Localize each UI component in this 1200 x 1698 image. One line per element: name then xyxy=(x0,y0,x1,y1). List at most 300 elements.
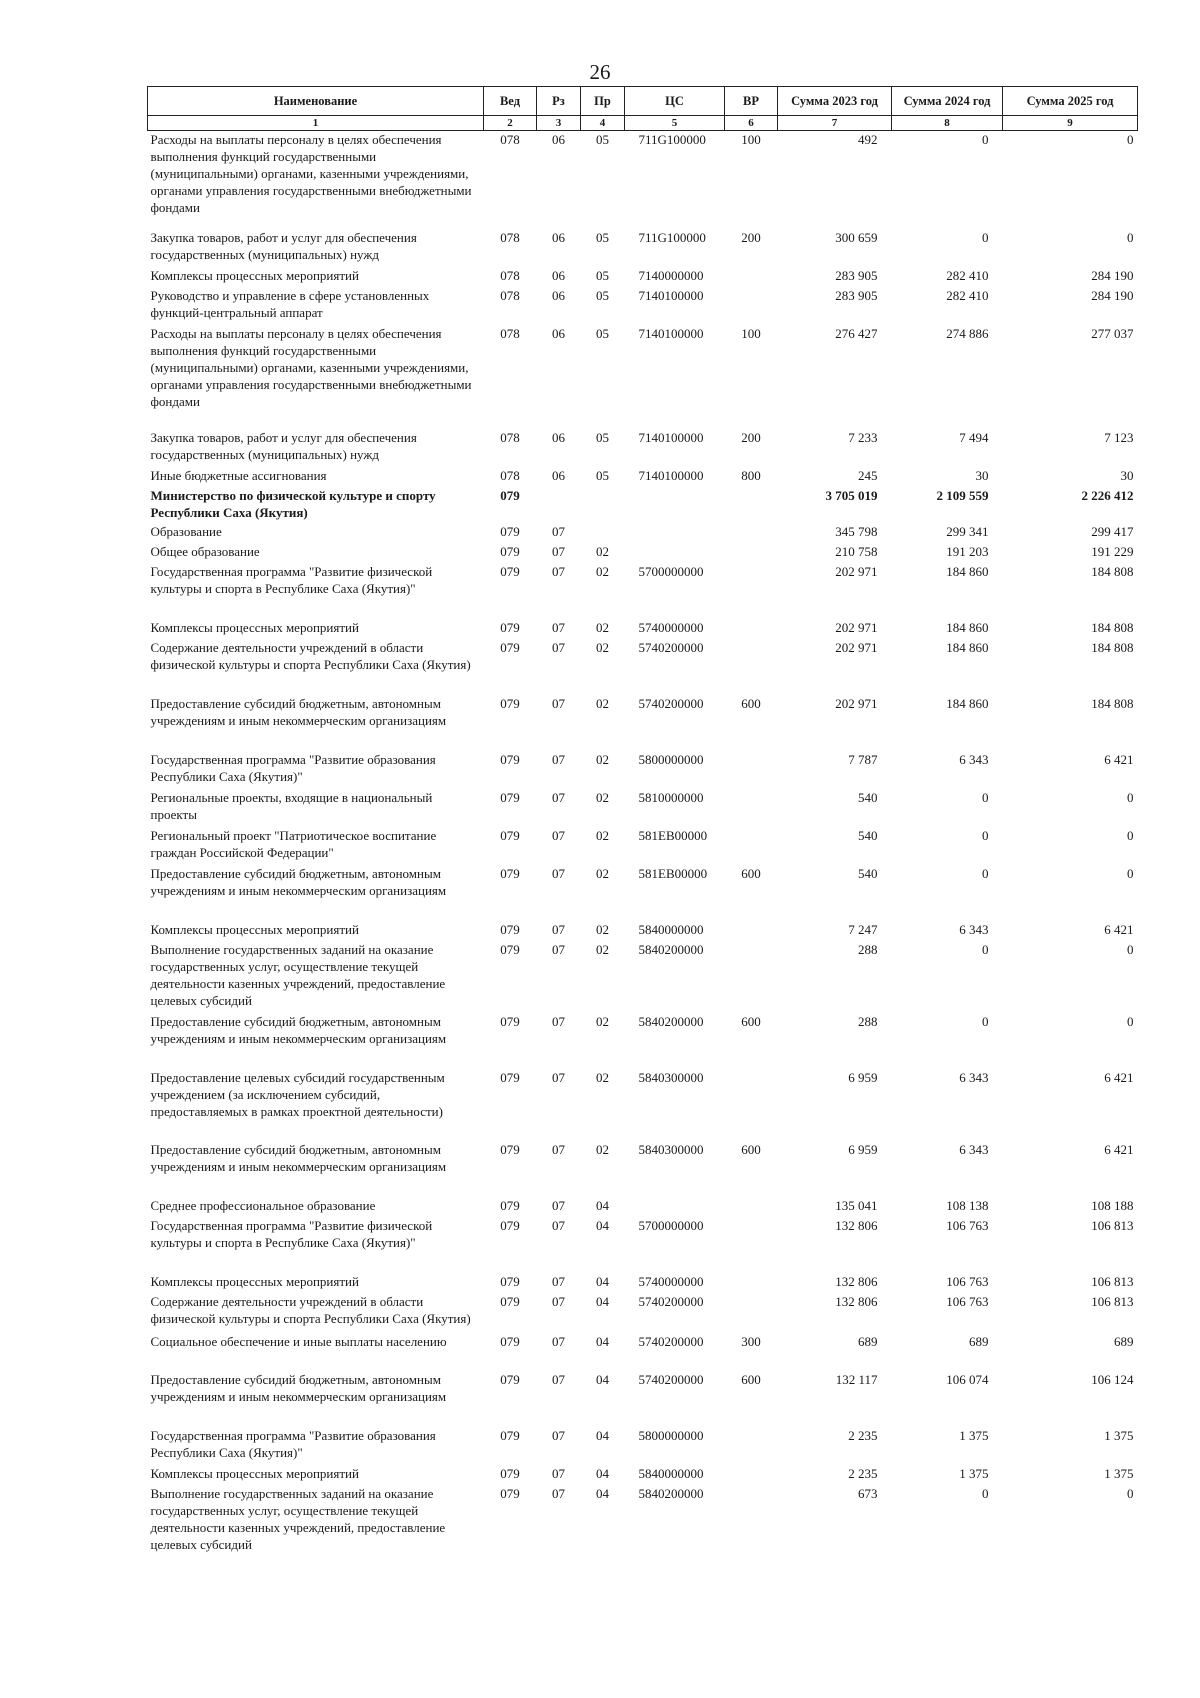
row-sum-2024: 184 860 xyxy=(946,695,989,711)
row-rz: 07 xyxy=(552,1273,565,1289)
row-vr xyxy=(725,543,778,563)
row-pr: 02 xyxy=(596,563,609,579)
row-sum-2024: 6 343 xyxy=(959,1069,989,1085)
row-vr xyxy=(725,1069,778,1141)
row-vr xyxy=(725,523,778,543)
row-sum-2025: 106 813 xyxy=(1091,1273,1134,1289)
row-sum-2024: 2 109 559 xyxy=(936,487,989,503)
row-rz: 07 xyxy=(552,921,565,937)
row-pr: 02 xyxy=(596,789,609,805)
row-sum-2025: 0 xyxy=(1127,941,1134,957)
row-name: Предоставление субсидий бюджетным, автономным учреждениям и иным некоммерческим организациям xyxy=(150,695,447,728)
column-number: 4 xyxy=(581,116,625,131)
row-sum-2025: 299 417 xyxy=(1091,523,1134,539)
row-sum-2024: 689 xyxy=(969,1333,989,1349)
row-vr: 100 xyxy=(741,325,761,341)
row-pr xyxy=(581,487,625,523)
table-row xyxy=(148,1485,1138,1559)
table-row xyxy=(148,827,1138,865)
row-vr xyxy=(725,1217,778,1273)
row-rz: 06 xyxy=(552,325,565,341)
row-name: Образование xyxy=(150,523,222,539)
row-vr: 600 xyxy=(741,1013,761,1029)
column-number: 8 xyxy=(892,116,1003,131)
row-ved: 078 xyxy=(500,287,520,303)
row-ved: 079 xyxy=(500,789,520,805)
row-sum-2025: 191 229 xyxy=(1091,543,1134,559)
table-row xyxy=(148,1069,1138,1141)
row-sum-2023: 132 117 xyxy=(835,1371,878,1387)
table-row xyxy=(148,1197,1138,1217)
row-pr: 02 xyxy=(596,543,609,559)
row-sum-2023: 689 xyxy=(858,1333,878,1349)
row-rz: 07 xyxy=(552,1141,565,1157)
row-vr: 600 xyxy=(741,1141,761,1157)
row-ved: 078 xyxy=(500,229,520,245)
row-sum-2024: 6 343 xyxy=(959,751,989,767)
row-ved: 079 xyxy=(500,1293,520,1309)
row-rz: 06 xyxy=(552,467,565,483)
row-sum-2023: 132 806 xyxy=(835,1217,878,1233)
row-pr: 04 xyxy=(596,1465,609,1481)
row-vr: 600 xyxy=(741,1371,761,1387)
row-sum-2023: 7 787 xyxy=(848,751,878,767)
row-ved: 079 xyxy=(500,1465,520,1481)
table-row xyxy=(148,1293,1138,1333)
row-rz: 07 xyxy=(552,1371,565,1387)
row-sum-2025: 184 808 xyxy=(1091,639,1134,655)
row-name: Предоставление субсидий бюджетным, автономным учреждениям и иным некоммерческим организациям xyxy=(150,865,447,898)
column-number: 5 xyxy=(625,116,725,131)
row-ved: 079 xyxy=(500,619,520,635)
table-row xyxy=(148,487,1138,523)
row-name: Предоставление субсидий бюджетным, автономным учреждениям и иным некоммерческим организациям xyxy=(150,1141,447,1174)
header-sum-2023: Сумма 2023 год xyxy=(778,87,892,116)
row-rz: 07 xyxy=(552,563,565,579)
row-sum-2024: 1 375 xyxy=(959,1427,989,1443)
row-ved: 079 xyxy=(500,1069,520,1085)
row-cs xyxy=(625,1197,725,1217)
row-sum-2023: 132 806 xyxy=(835,1273,878,1289)
row-sum-2025: 1 375 xyxy=(1104,1465,1134,1481)
row-pr: 02 xyxy=(596,1013,609,1029)
row-vr xyxy=(725,287,778,325)
row-name: Предоставление субсидий бюджетным, автономным учреждениям и иным некоммерческим организациям xyxy=(150,1013,447,1046)
row-cs: 5740000000 xyxy=(638,1273,704,1289)
row-vr xyxy=(725,563,778,619)
row-name: Руководство и управление в сфере установленных функций-центральный аппарат xyxy=(150,287,430,320)
row-vr xyxy=(725,639,778,695)
row-rz: 06 xyxy=(552,267,565,283)
table-row xyxy=(148,131,1138,229)
row-sum-2024: 184 860 xyxy=(946,639,989,655)
row-sum-2024: 299 341 xyxy=(946,523,989,539)
row-cs: 7140100000 xyxy=(638,467,704,483)
row-sum-2025: 0 xyxy=(1127,789,1134,805)
row-rz: 07 xyxy=(552,827,565,843)
row-sum-2023: 283 905 xyxy=(835,287,878,303)
row-rz: 07 xyxy=(552,1217,565,1233)
row-sum-2024: 0 xyxy=(982,865,989,881)
row-rz: 07 xyxy=(552,523,565,539)
row-sum-2024: 191 203 xyxy=(946,543,989,559)
row-name: Расходы на выплаты персоналу в целях обеспечения выполнения функций государственными (муниципальными) органами, казенными учреждениями, органами управления государственными внебюджетными фондами xyxy=(150,325,472,409)
row-cs: 5800000000 xyxy=(638,1427,704,1443)
row-sum-2025: 689 xyxy=(1114,1333,1134,1349)
row-name: Государственная программа "Развитие физической культуры и спорта в Республике Саха (Якутия)" xyxy=(150,563,433,596)
row-sum-2025: 2 226 412 xyxy=(1081,487,1134,503)
row-name: Министерство по физической культуре и спорту Республики Саха (Якутия) xyxy=(150,487,436,520)
table-row xyxy=(148,229,1138,267)
row-sum-2025: 106 813 xyxy=(1091,1293,1134,1309)
row-sum-2024: 108 138 xyxy=(946,1197,989,1213)
row-cs: 5740200000 xyxy=(638,695,704,711)
row-rz: 07 xyxy=(552,543,565,559)
row-name: Комплексы процессных мероприятий xyxy=(150,921,359,937)
row-ved: 079 xyxy=(500,865,520,881)
table-row xyxy=(148,287,1138,325)
row-ved: 079 xyxy=(500,1371,520,1387)
table-row xyxy=(148,1465,1138,1485)
table-row xyxy=(148,695,1138,751)
row-sum-2023: 2 235 xyxy=(848,1465,878,1481)
row-name: Расходы на выплаты персоналу в целях обеспечения выполнения функций государственными (муниципальными) органами, казенными учреждениями, органами управления государственными внебюджетными фондами xyxy=(150,132,472,215)
row-vr xyxy=(725,789,778,827)
column-number: 6 xyxy=(725,116,778,131)
row-ved: 078 xyxy=(500,267,520,283)
row-sum-2025: 277 037 xyxy=(1091,325,1134,341)
row-sum-2024: 282 410 xyxy=(946,287,989,303)
row-ved: 079 xyxy=(500,921,520,937)
row-sum-2024: 274 886 xyxy=(946,325,989,341)
row-cs: 7140100000 xyxy=(638,325,704,341)
row-sum-2023: 540 xyxy=(858,865,878,881)
row-sum-2023: 6 959 xyxy=(848,1069,878,1085)
row-pr: 04 xyxy=(596,1197,609,1213)
row-ved: 078 xyxy=(500,325,520,341)
table-row xyxy=(148,1013,1138,1069)
row-ved: 079 xyxy=(500,1141,520,1157)
row-sum-2025: 284 190 xyxy=(1091,267,1134,283)
row-rz: 06 xyxy=(552,132,565,147)
row-sum-2024: 6 343 xyxy=(959,1141,989,1157)
row-sum-2024: 106 074 xyxy=(946,1371,989,1387)
row-ved: 079 xyxy=(500,487,520,503)
row-rz: 07 xyxy=(552,941,565,957)
table-row xyxy=(148,865,1138,921)
row-name: Закупка товаров, работ и услуг для обеспечения государственных (муниципальных) нужд xyxy=(150,229,417,262)
row-rz: 07 xyxy=(552,751,565,767)
table-row xyxy=(148,1217,1138,1273)
header-rz: Рз xyxy=(537,87,581,116)
row-pr xyxy=(581,523,625,543)
row-ved: 078 xyxy=(500,467,520,483)
row-vr xyxy=(725,1485,778,1559)
table-row xyxy=(148,1141,1138,1197)
row-cs xyxy=(625,523,725,543)
row-cs: 7140100000 xyxy=(638,429,704,445)
header-vr: ВР xyxy=(725,87,778,116)
row-cs: 5840000000 xyxy=(638,1465,704,1481)
row-cs: 581EB00000 xyxy=(638,827,708,843)
row-sum-2025: 184 808 xyxy=(1091,695,1134,711)
row-pr: 04 xyxy=(596,1293,609,1309)
row-rz: 07 xyxy=(552,695,565,711)
row-ved: 079 xyxy=(500,1485,520,1501)
table-row xyxy=(148,543,1138,563)
row-vr xyxy=(725,751,778,789)
row-cs: 7140000000 xyxy=(638,267,704,283)
row-vr: 800 xyxy=(741,467,761,483)
row-sum-2024: 106 763 xyxy=(946,1217,989,1233)
row-ved: 079 xyxy=(500,1197,520,1213)
row-sum-2024: 282 410 xyxy=(946,267,989,283)
row-rz: 06 xyxy=(552,229,565,245)
row-sum-2023: 202 971 xyxy=(835,619,878,635)
row-cs: 5740200000 xyxy=(638,1293,704,1309)
row-sum-2025: 0 xyxy=(1127,229,1134,245)
row-cs: 5740200000 xyxy=(638,639,704,655)
row-sum-2025: 0 xyxy=(1127,827,1134,843)
row-sum-2025: 6 421 xyxy=(1104,921,1134,937)
row-vr xyxy=(725,1427,778,1465)
row-sum-2023: 276 427 xyxy=(835,325,878,341)
row-name: Комплексы процессных мероприятий xyxy=(150,619,359,635)
row-name: Социальное обеспечение и иные выплаты населению xyxy=(150,1333,447,1349)
row-sum-2023: 283 905 xyxy=(835,267,878,283)
row-sum-2024: 0 xyxy=(982,941,989,957)
row-rz: 07 xyxy=(552,865,565,881)
row-rz: 07 xyxy=(552,639,565,655)
header-ved: Вед xyxy=(484,87,537,116)
row-cs: 5700000000 xyxy=(638,563,704,579)
row-pr: 05 xyxy=(596,467,609,483)
table-row xyxy=(148,523,1138,543)
row-sum-2024: 0 xyxy=(982,827,989,843)
row-ved: 079 xyxy=(500,543,520,559)
column-number: 2 xyxy=(484,116,537,131)
table-body xyxy=(148,131,1138,1559)
row-name: Содержание деятельности учреждений в области физической культуры и спорта Республики Саха (Якутия) xyxy=(150,639,471,672)
row-pr: 05 xyxy=(596,325,609,341)
row-ved: 079 xyxy=(500,827,520,843)
row-pr: 04 xyxy=(596,1427,609,1443)
row-vr: 600 xyxy=(741,695,761,711)
row-rz: 07 xyxy=(552,1069,565,1085)
row-pr: 02 xyxy=(596,941,609,957)
row-sum-2024: 1 375 xyxy=(959,1465,989,1481)
row-sum-2023: 540 xyxy=(858,789,878,805)
table-row xyxy=(148,1273,1138,1293)
row-sum-2025: 30 xyxy=(1120,467,1134,483)
table-row xyxy=(148,941,1138,1013)
table-row xyxy=(148,267,1138,287)
table-row xyxy=(148,1371,1138,1427)
row-name: Содержание деятельности учреждений в области физической культуры и спорта Республики Саха (Якутия) xyxy=(150,1293,471,1326)
table-row xyxy=(148,921,1138,941)
row-rz: 07 xyxy=(552,1333,565,1349)
row-sum-2023: 300 659 xyxy=(835,229,878,245)
row-ved: 079 xyxy=(500,1333,520,1349)
row-rz: 07 xyxy=(552,789,565,805)
row-sum-2025: 0 xyxy=(1127,865,1134,881)
row-sum-2025: 106 124 xyxy=(1091,1371,1134,1387)
row-cs: 5840300000 xyxy=(638,1069,704,1085)
row-cs: 711G100000 xyxy=(638,229,706,245)
row-rz: 07 xyxy=(552,1465,565,1481)
row-pr: 05 xyxy=(596,429,609,445)
row-vr: 600 xyxy=(741,865,761,881)
row-sum-2025: 108 188 xyxy=(1091,1197,1134,1213)
row-pr: 02 xyxy=(596,1069,609,1085)
row-vr xyxy=(725,487,778,523)
header-cs: ЦС xyxy=(625,87,725,116)
row-sum-2025: 0 xyxy=(1127,132,1134,147)
row-pr: 02 xyxy=(596,695,609,711)
row-pr: 02 xyxy=(596,1141,609,1157)
row-sum-2023: 7 247 xyxy=(848,921,878,937)
row-sum-2025: 184 808 xyxy=(1091,619,1134,635)
column-number: 9 xyxy=(1003,116,1138,131)
row-sum-2025: 184 808 xyxy=(1091,563,1134,579)
row-sum-2024: 184 860 xyxy=(946,563,989,579)
row-cs: 5840200000 xyxy=(638,1013,704,1029)
row-cs: 5840200000 xyxy=(638,1485,704,1501)
row-ved: 079 xyxy=(500,1273,520,1289)
row-rz: 06 xyxy=(552,429,565,445)
row-vr xyxy=(725,827,778,865)
row-sum-2024: 6 343 xyxy=(959,921,989,937)
row-vr xyxy=(725,1293,778,1333)
table-row xyxy=(148,467,1138,487)
row-sum-2024: 0 xyxy=(982,229,989,245)
row-cs: 5740200000 xyxy=(638,1333,704,1349)
row-name: Комплексы процессных мероприятий xyxy=(150,1273,359,1289)
row-sum-2025: 6 421 xyxy=(1104,1069,1134,1085)
row-vr xyxy=(725,941,778,1013)
table-row xyxy=(148,429,1138,467)
row-sum-2025: 6 421 xyxy=(1104,751,1134,767)
row-sum-2025: 6 421 xyxy=(1104,1141,1134,1157)
row-rz: 07 xyxy=(552,1427,565,1443)
row-ved: 079 xyxy=(500,941,520,957)
row-pr: 05 xyxy=(596,267,609,283)
row-cs xyxy=(625,487,725,523)
row-sum-2023: 202 971 xyxy=(835,639,878,655)
row-cs: 5840000000 xyxy=(638,921,704,937)
column-number: 3 xyxy=(537,116,581,131)
row-pr: 04 xyxy=(596,1485,609,1501)
row-cs xyxy=(625,543,725,563)
row-name: Среднее профессиональное образование xyxy=(150,1197,376,1213)
row-vr xyxy=(725,619,778,639)
row-ved: 079 xyxy=(500,1427,520,1443)
row-rz: 07 xyxy=(552,1293,565,1309)
row-sum-2023: 2 235 xyxy=(848,1427,878,1443)
row-name: Государственная программа "Развитие образования Республики Саха (Якутия)" xyxy=(150,1427,436,1460)
row-vr xyxy=(725,1465,778,1485)
row-sum-2024: 0 xyxy=(982,1013,989,1029)
row-vr: 100 xyxy=(741,132,761,147)
row-cs: 7140100000 xyxy=(638,287,704,303)
row-sum-2023: 202 971 xyxy=(835,563,878,579)
row-sum-2024: 106 763 xyxy=(946,1273,989,1289)
row-sum-2023: 492 xyxy=(858,132,878,147)
header-sum-2025: Сумма 2025 год xyxy=(1003,87,1138,116)
row-vr xyxy=(725,1273,778,1293)
row-rz: 07 xyxy=(552,619,565,635)
row-vr: 200 xyxy=(741,429,761,445)
row-cs: 581EB00000 xyxy=(638,865,708,881)
row-name: Общее образование xyxy=(150,543,260,559)
row-pr: 05 xyxy=(596,229,609,245)
row-pr: 04 xyxy=(596,1333,609,1349)
row-sum-2023: 132 806 xyxy=(835,1293,878,1309)
row-rz: 07 xyxy=(552,1485,565,1501)
row-sum-2023: 673 xyxy=(858,1485,878,1501)
row-sum-2025: 0 xyxy=(1127,1485,1134,1501)
page-number: 26 xyxy=(589,60,611,84)
row-sum-2025: 0 xyxy=(1127,1013,1134,1029)
row-name: Иные бюджетные ассигнования xyxy=(150,467,327,483)
row-pr: 04 xyxy=(596,1217,609,1233)
row-sum-2023: 3 705 019 xyxy=(825,487,878,503)
row-pr: 05 xyxy=(596,132,609,147)
row-sum-2025: 7 123 xyxy=(1104,429,1134,445)
row-sum-2023: 210 758 xyxy=(835,543,878,559)
row-name: Государственная программа "Развитие образования Республики Саха (Якутия)" xyxy=(150,751,436,784)
row-pr: 04 xyxy=(596,1273,609,1289)
row-sum-2023: 345 798 xyxy=(835,523,878,539)
row-cs: 5800000000 xyxy=(638,751,704,767)
row-sum-2024: 0 xyxy=(982,132,989,147)
row-sum-2023: 288 xyxy=(858,1013,878,1029)
row-sum-2025: 284 190 xyxy=(1091,287,1134,303)
header-pr: Пр xyxy=(581,87,625,116)
row-sum-2023: 7 233 xyxy=(848,429,878,445)
row-ved: 079 xyxy=(500,751,520,767)
row-sum-2025: 106 813 xyxy=(1091,1217,1134,1233)
row-ved: 078 xyxy=(500,429,520,445)
row-rz: 07 xyxy=(552,1013,565,1029)
row-name: Предоставление субсидий бюджетным, автономным учреждениям и иным некоммерческим организациям xyxy=(150,1371,447,1404)
row-pr: 02 xyxy=(596,827,609,843)
row-name: Предоставление целевых субсидий государственным учреждением (за исключением субсидий, предоставляемых в рамках проектной деятельности) xyxy=(150,1069,445,1119)
row-sum-2023: 245 xyxy=(858,467,878,483)
table-row xyxy=(148,563,1138,619)
table-row xyxy=(148,639,1138,695)
row-pr: 02 xyxy=(596,921,609,937)
row-cs: 5740200000 xyxy=(638,1371,704,1387)
row-cs: 5700000000 xyxy=(638,1217,704,1233)
column-number: 7 xyxy=(778,116,892,131)
row-ved: 079 xyxy=(500,523,520,539)
row-sum-2024: 0 xyxy=(982,789,989,805)
row-ved: 078 xyxy=(500,132,520,147)
row-name: Региональный проект "Патриотическое воспитание граждан Российской Федерации" xyxy=(150,827,437,860)
table-row xyxy=(148,751,1138,789)
column-number: 1 xyxy=(148,116,484,131)
row-ved: 079 xyxy=(500,563,520,579)
row-sum-2023: 6 959 xyxy=(848,1141,878,1157)
row-sum-2024: 30 xyxy=(975,467,989,483)
row-ved: 079 xyxy=(500,1013,520,1029)
table-row xyxy=(148,325,1138,429)
row-pr: 02 xyxy=(596,865,609,881)
budget-table xyxy=(147,86,1138,1559)
row-name: Выполнение государственных заданий на оказание государственных услуг, осуществление текущей деятельности казенных учреждений, предоставление целевых субсидий xyxy=(150,1485,446,1552)
row-name: Комплексы процессных мероприятий xyxy=(150,267,359,283)
